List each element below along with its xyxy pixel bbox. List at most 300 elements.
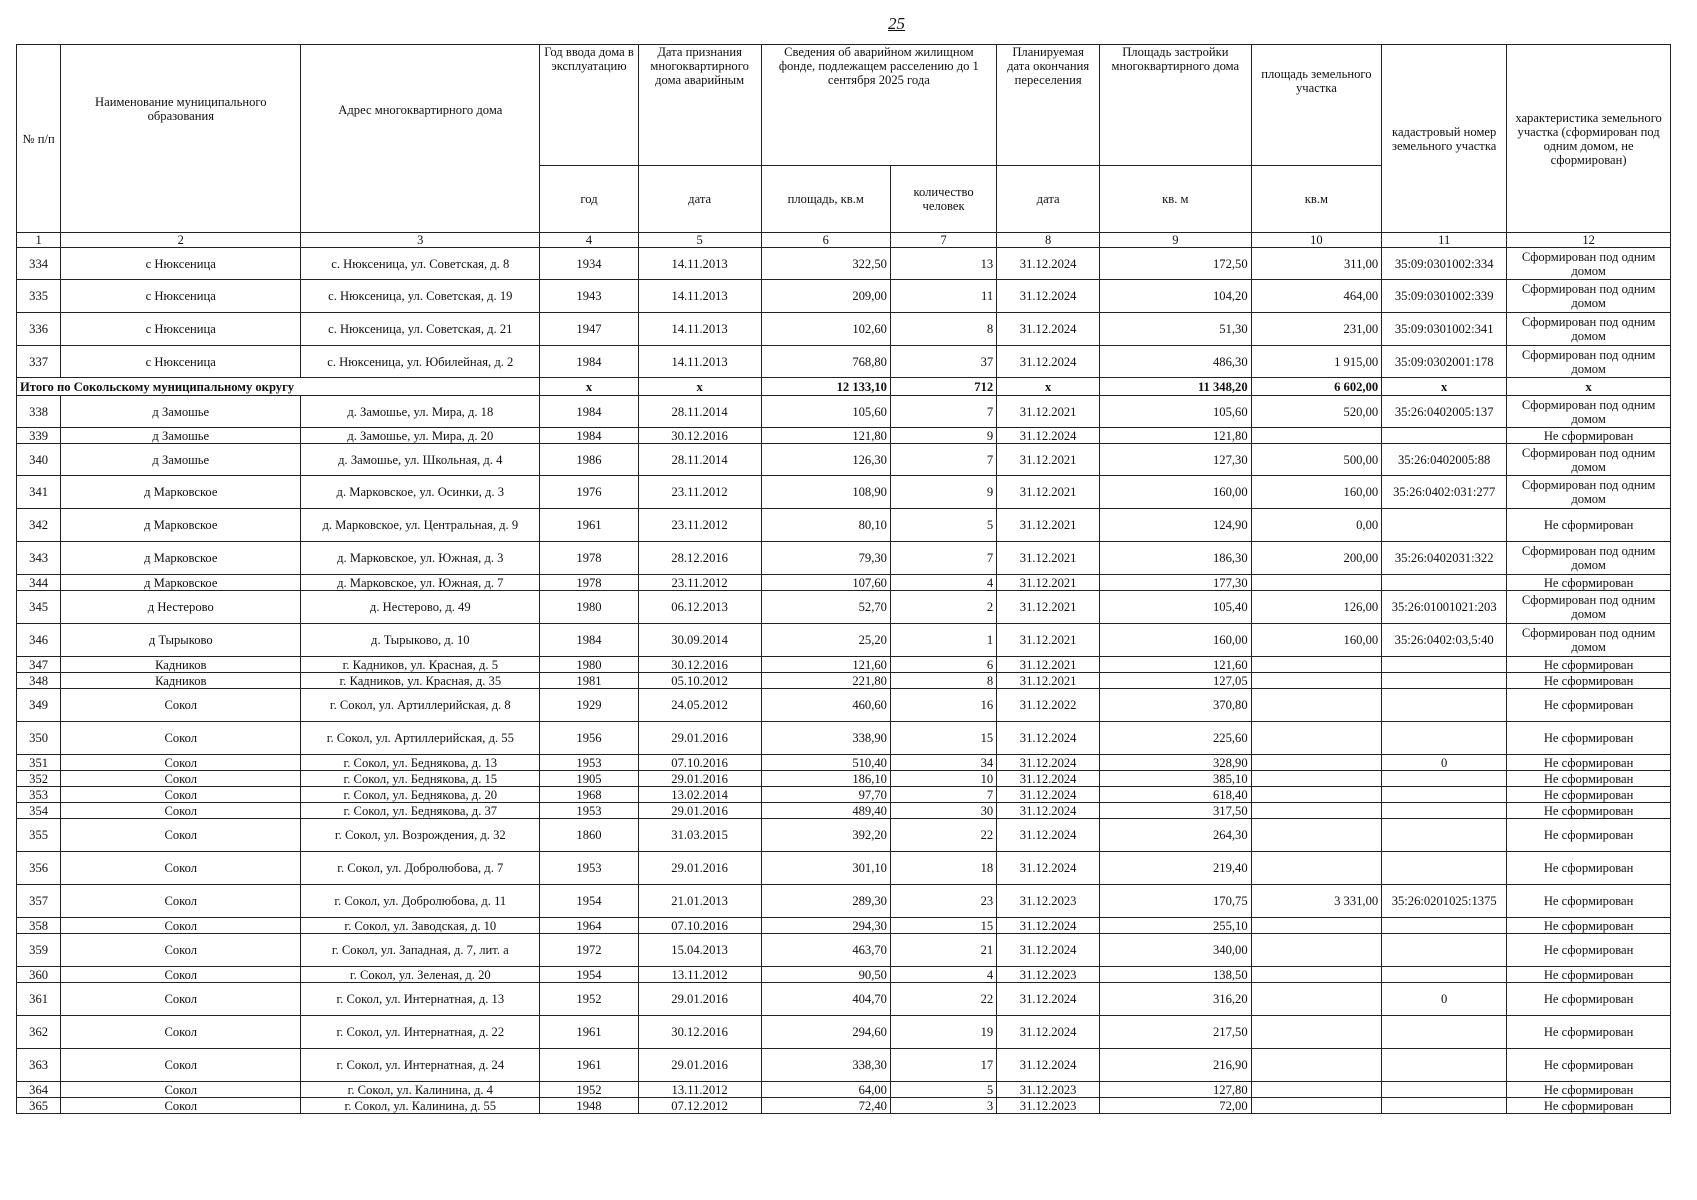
cell-land-characteristic: Не сформирован <box>1507 1082 1671 1098</box>
header-land-area: площадь земельного участка <box>1251 45 1382 166</box>
cell-municipality: Сокол <box>61 722 301 755</box>
col-number: 3 <box>301 233 540 248</box>
cell-people: 5 <box>890 1082 996 1098</box>
cell-address: г. Сокол, ул. Беднякова, д. 20 <box>301 787 540 803</box>
cell-num: 364 <box>17 1082 61 1098</box>
cell-num: 353 <box>17 787 61 803</box>
cell-address: с. Нюксеница, ул. Советская, д. 19 <box>301 280 540 313</box>
cell-date-emergency: 28.12.2016 <box>638 542 761 575</box>
cell-land-characteristic: Не сформирован <box>1507 918 1671 934</box>
cell-people: 22 <box>890 983 996 1016</box>
cell-building-area: 219,40 <box>1100 852 1252 885</box>
cell-year: 1976 <box>540 476 638 509</box>
cell-land-characteristic: Не сформирован <box>1507 803 1671 819</box>
cell-area: 25,20 <box>761 624 890 657</box>
table-row <box>17 934 1671 967</box>
cell-year: 1947 <box>540 313 638 346</box>
cell-address: г. Сокол, ул. Артиллерийская, д. 55 <box>301 722 540 755</box>
cell-land-characteristic: Не сформирован <box>1507 819 1671 852</box>
cell-people: 15 <box>890 722 996 755</box>
cell-municipality: Сокол <box>61 934 301 967</box>
table-row <box>17 983 1671 1016</box>
cell-land-characteristic: Сформирован под одним домом <box>1507 542 1671 575</box>
cell-cadastral <box>1382 428 1507 444</box>
cell-planned-end: 31.12.2024 <box>997 918 1100 934</box>
cell-year: 1986 <box>540 444 638 476</box>
cell-date-emergency: 30.12.2016 <box>638 428 761 444</box>
cell-land-area <box>1251 1082 1382 1098</box>
cell-date-emergency: 29.01.2016 <box>638 803 761 819</box>
cell-planned-end: 31.12.2024 <box>997 755 1100 771</box>
cell-num: 356 <box>17 852 61 885</box>
cell-address: г. Сокол, ул. Калинина, д. 55 <box>301 1098 540 1114</box>
cell-year: 1961 <box>540 1016 638 1049</box>
cell-building-area: 121,80 <box>1100 428 1252 444</box>
cell-building-area: 105,40 <box>1100 591 1252 624</box>
table-row <box>17 771 1671 787</box>
cell-land-characteristic: Не сформирован <box>1507 1049 1671 1082</box>
cell-cadastral: 35:26:0402:03,5:40 <box>1382 624 1507 657</box>
cell-year: 1972 <box>540 934 638 967</box>
cell-year: 1905 <box>540 771 638 787</box>
cell-people: 7 <box>890 444 996 476</box>
table-row <box>17 396 1671 428</box>
cell-planned-end: 31.12.2021 <box>997 657 1100 673</box>
cell-people: 8 <box>890 313 996 346</box>
cell-area: 294,30 <box>761 918 890 934</box>
cell-date-emergency: 29.01.2016 <box>638 722 761 755</box>
cell-address: г. Сокол, ул. Артиллерийская, д. 8 <box>301 689 540 722</box>
table-row <box>17 575 1671 591</box>
cell-planned-end: 31.12.2024 <box>997 803 1100 819</box>
cell-people: 37 <box>890 346 996 378</box>
cell-municipality: Сокол <box>61 885 301 918</box>
cell-people: 17 <box>890 1049 996 1082</box>
cell-planned-end: 31.12.2023 <box>997 967 1100 983</box>
cell-address: г. Сокол, ул. Западная, д. 7, лит. а <box>301 934 540 967</box>
cell-building-area: 370,80 <box>1100 689 1252 722</box>
cell-land-area: 126,00 <box>1251 591 1382 624</box>
cell-address: д. Марковское, ул. Южная, д. 3 <box>301 542 540 575</box>
cell-people: 7 <box>890 787 996 803</box>
cell-land-characteristic: Сформирован под одним домом <box>1507 396 1671 428</box>
cell-people: 22 <box>890 819 996 852</box>
header-year-built: Год ввода дома в эксплуатацию <box>540 45 638 166</box>
cell-people: 7 <box>890 542 996 575</box>
cell-address: г. Сокол, ул. Интернатная, д. 13 <box>301 983 540 1016</box>
cell-num: 361 <box>17 983 61 1016</box>
cell-address: с. Нюксеница, ул. Советская, д. 21 <box>301 313 540 346</box>
cell-cadastral <box>1382 771 1507 787</box>
cell-date-emergency: 13.11.2012 <box>638 1082 761 1098</box>
cell-land-characteristic: Не сформирован <box>1507 755 1671 771</box>
cell-area: 463,70 <box>761 934 890 967</box>
cell-year: 1953 <box>540 755 638 771</box>
emergency-housing-table <box>16 44 1671 1114</box>
cell-num: 357 <box>17 885 61 918</box>
header-sub-date-end: дата <box>997 166 1100 233</box>
cell-planned-end: 31.12.2024 <box>997 1016 1100 1049</box>
cell-land-area <box>1251 918 1382 934</box>
total-row <box>17 378 1671 396</box>
cell-building-area: 138,50 <box>1100 967 1252 983</box>
cell-date-emergency: 29.01.2016 <box>638 983 761 1016</box>
cell-people: 8 <box>890 673 996 689</box>
header-date-emergency: Дата признания многоквартирного дома аварийным <box>638 45 761 166</box>
cell-building-area: 385,10 <box>1100 771 1252 787</box>
cell-municipality: с Нюксеница <box>61 280 301 313</box>
cell-municipality: Сокол <box>61 983 301 1016</box>
cell-land-area: 1 915,00 <box>1251 346 1382 378</box>
table-row <box>17 1098 1671 1114</box>
cell-land-characteristic: Не сформирован <box>1507 689 1671 722</box>
cell-area: 64,00 <box>761 1082 890 1098</box>
cell-land-area <box>1251 428 1382 444</box>
cell-year: 1929 <box>540 689 638 722</box>
cell-area: 294,60 <box>761 1016 890 1049</box>
cell-planned-end: 31.12.2024 <box>997 852 1100 885</box>
cell-land-area <box>1251 771 1382 787</box>
cell-people: 4 <box>890 575 996 591</box>
cell-planned-end: 31.12.2021 <box>997 509 1100 542</box>
table-row <box>17 803 1671 819</box>
cell-land-area: 311,00 <box>1251 248 1382 280</box>
header-row-numbers <box>17 233 1671 248</box>
cell-planned-end: 31.12.2024 <box>997 248 1100 280</box>
cell-municipality: Сокол <box>61 918 301 934</box>
cell-address: г. Кадников, ул. Красная, д. 5 <box>301 657 540 673</box>
header-sub-date: дата <box>638 166 761 233</box>
cell-land-characteristic: Не сформирован <box>1507 967 1671 983</box>
cell-date-emergency: 15.04.2013 <box>638 934 761 967</box>
cell-year: 1953 <box>540 852 638 885</box>
cell-area: 72,40 <box>761 1098 890 1114</box>
header-sub-people: количество человек <box>890 166 996 233</box>
cell-land-area: 231,00 <box>1251 313 1382 346</box>
cell-people: 21 <box>890 934 996 967</box>
cell-planned-end: 31.12.2024 <box>997 722 1100 755</box>
table-row <box>17 509 1671 542</box>
cell-address: д. Замошье, ул. Мира, д. 18 <box>301 396 540 428</box>
cell-area: 338,30 <box>761 1049 890 1082</box>
col-number: 12 <box>1507 233 1671 248</box>
cell-cadastral: 35:09:0301002:339 <box>1382 280 1507 313</box>
cell-municipality: д Тырыково <box>61 624 301 657</box>
cell-land-characteristic: Не сформирован <box>1507 934 1671 967</box>
cell-land-characteristic: Не сформирован <box>1507 509 1671 542</box>
col-number: 1 <box>17 233 61 248</box>
cell-people: 4 <box>890 967 996 983</box>
cell-year: 1981 <box>540 673 638 689</box>
header-land-characteristic: характеристика земельного участка (сформирован под одним домом, не сформирован) <box>1507 45 1671 233</box>
cell-people: 5 <box>890 509 996 542</box>
table-row <box>17 444 1671 476</box>
table-row <box>17 248 1671 280</box>
cell-year: 1943 <box>540 280 638 313</box>
cell-cadastral: 35:26:0201025:1375 <box>1382 885 1507 918</box>
cell-people: 9 <box>890 476 996 509</box>
cell-land-area <box>1251 852 1382 885</box>
cell-cadastral <box>1382 934 1507 967</box>
cell-land-area <box>1251 673 1382 689</box>
cell-cadastral <box>1382 1082 1507 1098</box>
cell-area: 392,20 <box>761 819 890 852</box>
cell-land-characteristic: Не сформирован <box>1507 1016 1671 1049</box>
cell-planned-end: 31.12.2024 <box>997 983 1100 1016</box>
cell-num: 363 <box>17 1049 61 1082</box>
table-row <box>17 624 1671 657</box>
cell-address: д. Тырыково, д. 10 <box>301 624 540 657</box>
cell-people: 16 <box>890 689 996 722</box>
cell-building-area: 127,30 <box>1100 444 1252 476</box>
table-row <box>17 885 1671 918</box>
cell-num: 335 <box>17 280 61 313</box>
cell-building-area: 317,50 <box>1100 803 1252 819</box>
table-row <box>17 476 1671 509</box>
cell-land-characteristic: Не сформирован <box>1507 722 1671 755</box>
cell-building-area: 177,30 <box>1100 575 1252 591</box>
cell-planned-end: 31.12.2021 <box>997 444 1100 476</box>
cell-address: г. Сокол, ул. Интернатная, д. 24 <box>301 1049 540 1082</box>
cell-building-area: 127,05 <box>1100 673 1252 689</box>
cell-cadastral: 0 <box>1382 755 1507 771</box>
table-row <box>17 542 1671 575</box>
cell-num: 342 <box>17 509 61 542</box>
table-row <box>17 689 1671 722</box>
cell-land-area <box>1251 722 1382 755</box>
cell-date-emergency: 30.12.2016 <box>638 1016 761 1049</box>
cell-building-area: 127,80 <box>1100 1082 1252 1098</box>
cell-people: 1 <box>890 624 996 657</box>
header-sub-area: площадь, кв.м <box>761 166 890 233</box>
cell-area: 108,90 <box>761 476 890 509</box>
cell-address: г. Сокол, ул. Заводская, д. 10 <box>301 918 540 934</box>
cell-building-area: 255,10 <box>1100 918 1252 934</box>
page-number: 25 <box>888 14 905 33</box>
cell-cadastral <box>1382 1016 1507 1049</box>
cell-year: 1952 <box>540 983 638 1016</box>
cell-area: 80,10 <box>761 509 890 542</box>
cell-building-area: 72,00 <box>1100 1098 1252 1114</box>
cell-cadastral <box>1382 657 1507 673</box>
cell-municipality: д Нестерово <box>61 591 301 624</box>
cell-planned-end: 31.12.2024 <box>997 819 1100 852</box>
cell-building-area: 328,90 <box>1100 755 1252 771</box>
cell-year: 1980 <box>540 591 638 624</box>
cell-cadastral: 0 <box>1382 983 1507 1016</box>
total-people: 712 <box>890 378 996 396</box>
cell-date-emergency: 05.10.2012 <box>638 673 761 689</box>
cell-land-characteristic: Не сформирован <box>1507 657 1671 673</box>
cell-address: д. Нестерово, д. 49 <box>301 591 540 624</box>
cell-municipality: с Нюксеница <box>61 346 301 378</box>
cell-address: д. Марковское, ул. Центральная, д. 9 <box>301 509 540 542</box>
cell-building-area: 104,20 <box>1100 280 1252 313</box>
cell-area: 90,50 <box>761 967 890 983</box>
cell-municipality: Сокол <box>61 1016 301 1049</box>
cell-area: 768,80 <box>761 346 890 378</box>
cell-area: 107,60 <box>761 575 890 591</box>
table-row <box>17 755 1671 771</box>
cell-date-emergency: 30.09.2014 <box>638 624 761 657</box>
table-row <box>17 722 1671 755</box>
cell-planned-end: 31.12.2021 <box>997 575 1100 591</box>
cell-land-area <box>1251 755 1382 771</box>
cell-cadastral: 35:09:0301002:341 <box>1382 313 1507 346</box>
cell-planned-end: 31.12.2021 <box>997 396 1100 428</box>
cell-year: 1980 <box>540 657 638 673</box>
cell-num: 355 <box>17 819 61 852</box>
cell-land-area <box>1251 1049 1382 1082</box>
cell-land-area: 464,00 <box>1251 280 1382 313</box>
cell-land-characteristic: Не сформирован <box>1507 983 1671 1016</box>
cell-land-area: 160,00 <box>1251 476 1382 509</box>
col-number: 10 <box>1251 233 1382 248</box>
cell-address: г. Сокол, ул. Добролюбова, д. 7 <box>301 852 540 885</box>
total-area: 12 133,10 <box>761 378 890 396</box>
cell-planned-end: 31.12.2021 <box>997 476 1100 509</box>
header-sub-sqm-land: кв.м <box>1251 166 1382 233</box>
cell-land-characteristic: Сформирован под одним домом <box>1507 444 1671 476</box>
cell-planned-end: 31.12.2023 <box>997 1098 1100 1114</box>
cell-cadastral <box>1382 803 1507 819</box>
cell-area: 460,60 <box>761 689 890 722</box>
table-row <box>17 591 1671 624</box>
cell-planned-end: 31.12.2021 <box>997 673 1100 689</box>
cell-address: г. Сокол, ул. Беднякова, д. 37 <box>301 803 540 819</box>
cell-land-area <box>1251 803 1382 819</box>
cell-building-area: 160,00 <box>1100 476 1252 509</box>
cell-municipality: Сокол <box>61 787 301 803</box>
cell-date-emergency: 14.11.2013 <box>638 248 761 280</box>
cell-planned-end: 31.12.2022 <box>997 689 1100 722</box>
total-cadastral: x <box>1382 378 1507 396</box>
cell-planned-end: 31.12.2021 <box>997 591 1100 624</box>
cell-people: 7 <box>890 396 996 428</box>
header-row-main <box>17 45 1671 166</box>
cell-people: 10 <box>890 771 996 787</box>
cell-num: 347 <box>17 657 61 673</box>
table-row <box>17 787 1671 803</box>
cell-area: 338,90 <box>761 722 890 755</box>
cell-municipality: Кадников <box>61 673 301 689</box>
total-label: Итого по Сокольскому муниципальному округу <box>17 378 540 396</box>
cell-people: 34 <box>890 755 996 771</box>
col-number: 6 <box>761 233 890 248</box>
cell-building-area: 316,20 <box>1100 983 1252 1016</box>
col-number: 4 <box>540 233 638 248</box>
cell-cadastral: 35:26:01001021:203 <box>1382 591 1507 624</box>
total-date: x <box>638 378 761 396</box>
total-building-area: 11 348,20 <box>1100 378 1252 396</box>
cell-num: 349 <box>17 689 61 722</box>
cell-planned-end: 31.12.2021 <box>997 624 1100 657</box>
cell-address: д. Замошье, ул. Мира, д. 20 <box>301 428 540 444</box>
cell-people: 13 <box>890 248 996 280</box>
cell-planned-end: 31.12.2023 <box>997 1082 1100 1098</box>
cell-building-area: 105,60 <box>1100 396 1252 428</box>
cell-planned-end: 31.12.2024 <box>997 787 1100 803</box>
cell-area: 221,80 <box>761 673 890 689</box>
cell-area: 105,60 <box>761 396 890 428</box>
cell-num: 338 <box>17 396 61 428</box>
table-row <box>17 280 1671 313</box>
header-planned-end: Планируемая дата окончания переселения <box>997 45 1100 166</box>
cell-cadastral: 35:09:0301002:334 <box>1382 248 1507 280</box>
cell-land-characteristic: Сформирован под одним домом <box>1507 476 1671 509</box>
cell-area: 301,10 <box>761 852 890 885</box>
cell-date-emergency: 06.12.2013 <box>638 591 761 624</box>
cell-date-emergency: 24.05.2012 <box>638 689 761 722</box>
cell-date-emergency: 23.11.2012 <box>638 476 761 509</box>
cell-land-area <box>1251 689 1382 722</box>
cell-area: 52,70 <box>761 591 890 624</box>
cell-area: 79,30 <box>761 542 890 575</box>
cell-date-emergency: 31.03.2015 <box>638 819 761 852</box>
cell-building-area: 340,00 <box>1100 934 1252 967</box>
cell-land-area <box>1251 967 1382 983</box>
cell-building-area: 225,60 <box>1100 722 1252 755</box>
header-building-area: Площадь застройки многоквартирного дома <box>1100 45 1252 166</box>
cell-num: 348 <box>17 673 61 689</box>
cell-address: д. Замошье, ул. Школьная, д. 4 <box>301 444 540 476</box>
cell-land-characteristic: Не сформирован <box>1507 787 1671 803</box>
cell-land-area: 500,00 <box>1251 444 1382 476</box>
cell-land-characteristic: Не сформирован <box>1507 428 1671 444</box>
cell-cadastral <box>1382 852 1507 885</box>
cell-year: 1934 <box>540 248 638 280</box>
cell-land-area: 520,00 <box>1251 396 1382 428</box>
cell-municipality: Сокол <box>61 819 301 852</box>
table-row <box>17 428 1671 444</box>
cell-address: с. Нюксеница, ул. Советская, д. 8 <box>301 248 540 280</box>
cell-date-emergency: 13.02.2014 <box>638 787 761 803</box>
cell-address: д. Марковское, ул. Южная, д. 7 <box>301 575 540 591</box>
cell-num: 354 <box>17 803 61 819</box>
cell-people: 2 <box>890 591 996 624</box>
cell-num: 336 <box>17 313 61 346</box>
cell-cadastral: 35:26:0402:031:277 <box>1382 476 1507 509</box>
cell-year: 1968 <box>540 787 638 803</box>
cell-cadastral <box>1382 787 1507 803</box>
cell-building-area: 172,50 <box>1100 248 1252 280</box>
cell-building-area: 51,30 <box>1100 313 1252 346</box>
cell-date-emergency: 29.01.2016 <box>638 1049 761 1082</box>
table-row <box>17 852 1671 885</box>
cell-cadastral: 35:26:0402031:322 <box>1382 542 1507 575</box>
total-end: x <box>997 378 1100 396</box>
cell-date-emergency: 14.11.2013 <box>638 346 761 378</box>
cell-land-characteristic: Не сформирован <box>1507 673 1671 689</box>
cell-municipality: Сокол <box>61 771 301 787</box>
cell-land-characteristic: Не сформирован <box>1507 885 1671 918</box>
cell-cadastral <box>1382 918 1507 934</box>
cell-land-characteristic: Сформирован под одним домом <box>1507 248 1671 280</box>
cell-building-area: 160,00 <box>1100 624 1252 657</box>
cell-land-characteristic: Сформирован под одним домом <box>1507 280 1671 313</box>
cell-area: 289,30 <box>761 885 890 918</box>
col-number: 5 <box>638 233 761 248</box>
cell-cadastral <box>1382 819 1507 852</box>
cell-municipality: с Нюксеница <box>61 313 301 346</box>
cell-cadastral <box>1382 1049 1507 1082</box>
cell-date-emergency: 30.12.2016 <box>638 657 761 673</box>
cell-municipality: с Нюксеница <box>61 248 301 280</box>
cell-date-emergency: 07.10.2016 <box>638 755 761 771</box>
cell-land-area: 160,00 <box>1251 624 1382 657</box>
cell-people: 9 <box>890 428 996 444</box>
header-sub-sqm: кв. м <box>1100 166 1252 233</box>
